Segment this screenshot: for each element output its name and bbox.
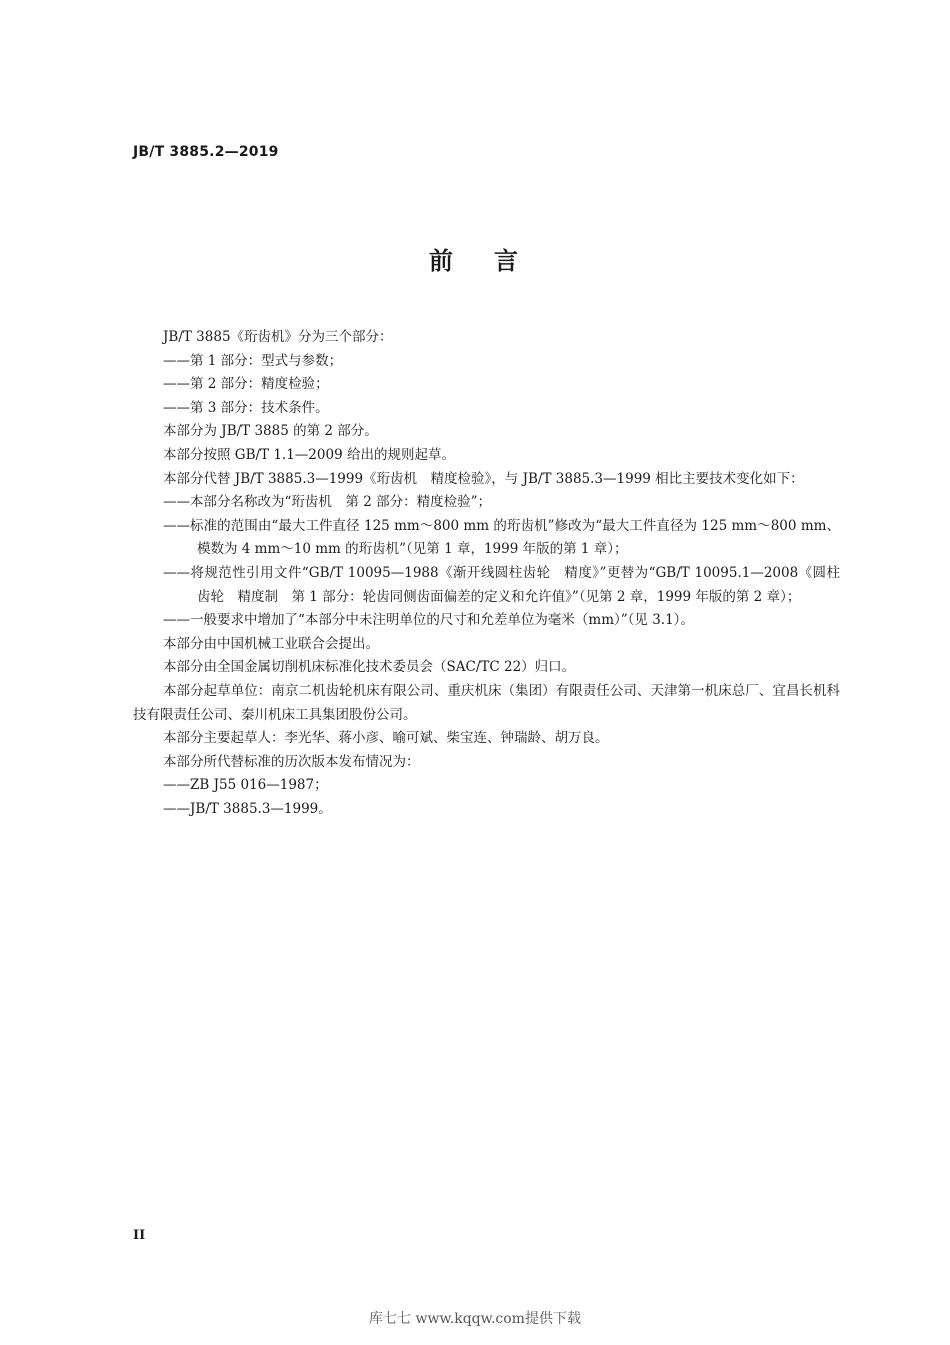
paragraph-this-part: 本部分为 JB/T 3885 的第 2 部分。 bbox=[163, 423, 378, 440]
list-item: ——第 3 部分：技术条件。 bbox=[163, 399, 329, 416]
paragraph-proposed: 本部分由中国机械工业联合会提出。 bbox=[163, 635, 379, 652]
paragraph-intro: JB/T 3885《珩齿机》分为三个部分： bbox=[163, 329, 393, 345]
paragraph-drafted: 本部分按照 GB/T 1.1—2009 给出的规则起草。 bbox=[163, 446, 455, 463]
list-item: ——将规范性引用文件“GB/T 10095—1988《渐开线圆柱齿轮 精度》”更替为“GB/T 10095.1—2008《圆柱齿轮 精度制 第 1 部分：轮齿同侧齿面偏差的定义和允许值》”（见第 2 章，1999 年版的第 2 章）； bbox=[163, 564, 840, 605]
paragraph-history-intro: 本部分所代替标准的历次版本发布情况为： bbox=[163, 753, 420, 770]
list-item: ——第 2 部分：精度检验； bbox=[163, 376, 329, 393]
foreword-body bbox=[133, 326, 840, 821]
paragraph-replaces: 本部分代替 JB/T 3885.3—1999《珩齿机 精度检验》，与 JB/T 3885.3—1999 相比主要技术变化如下： bbox=[163, 470, 804, 487]
history-list bbox=[133, 774, 840, 821]
page-number: II bbox=[133, 1228, 146, 1243]
paragraph-drafters: 本部分主要起草人：李光华、蒋小彦、喻可斌、柴宝连、钟瑞龄、胡万良。 bbox=[163, 730, 609, 747]
list-item: ——本部分名称改为“珩齿机 第 2 部分：精度检验”； bbox=[163, 494, 491, 511]
list-item: ——一般要求中增加了“本部分中未注明单位的尺寸和允差单位为毫米（mm）”（见 3.1）。 bbox=[163, 612, 694, 629]
paragraph-centralized: 本部分由全国金属切削机床标准化技术委员会（SAC/TC 22）归口。 bbox=[163, 659, 576, 676]
list-item: ——ZB J55 016—1987； bbox=[163, 777, 328, 794]
list-item: ——标准的范围由“最大工件直径 125 mm～800 mm 的珩齿机”修改为“最大工件直径为 125 mm～800 mm、模数为 4 mm～10 mm 的珩齿机”（见第 1 章，1999 年版的第 1 章）； bbox=[163, 517, 840, 558]
download-source-text: 库七七 www.kqqw.com提供下载 bbox=[369, 1311, 581, 1327]
parts-list bbox=[133, 350, 840, 421]
list-item: ——第 1 部分：型式与参数； bbox=[163, 352, 343, 369]
paragraph-drafting-units: 本部分起草单位：南京二机齿轮机床有限公司、重庆机床（集团）有限责任公司、天津第一机床总厂、宜昌长机科技有限责任公司、秦川机床工具集团股份公司。 bbox=[133, 682, 840, 723]
list-item: ——JB/T 3885.3—1999。 bbox=[163, 800, 332, 817]
changes-list bbox=[133, 491, 840, 633]
standard-code: JB/T 3885.2—2019 bbox=[133, 144, 279, 160]
page-title bbox=[0, 241, 950, 276]
title-char: 言 bbox=[494, 247, 521, 275]
title-char: 前 bbox=[429, 247, 456, 275]
